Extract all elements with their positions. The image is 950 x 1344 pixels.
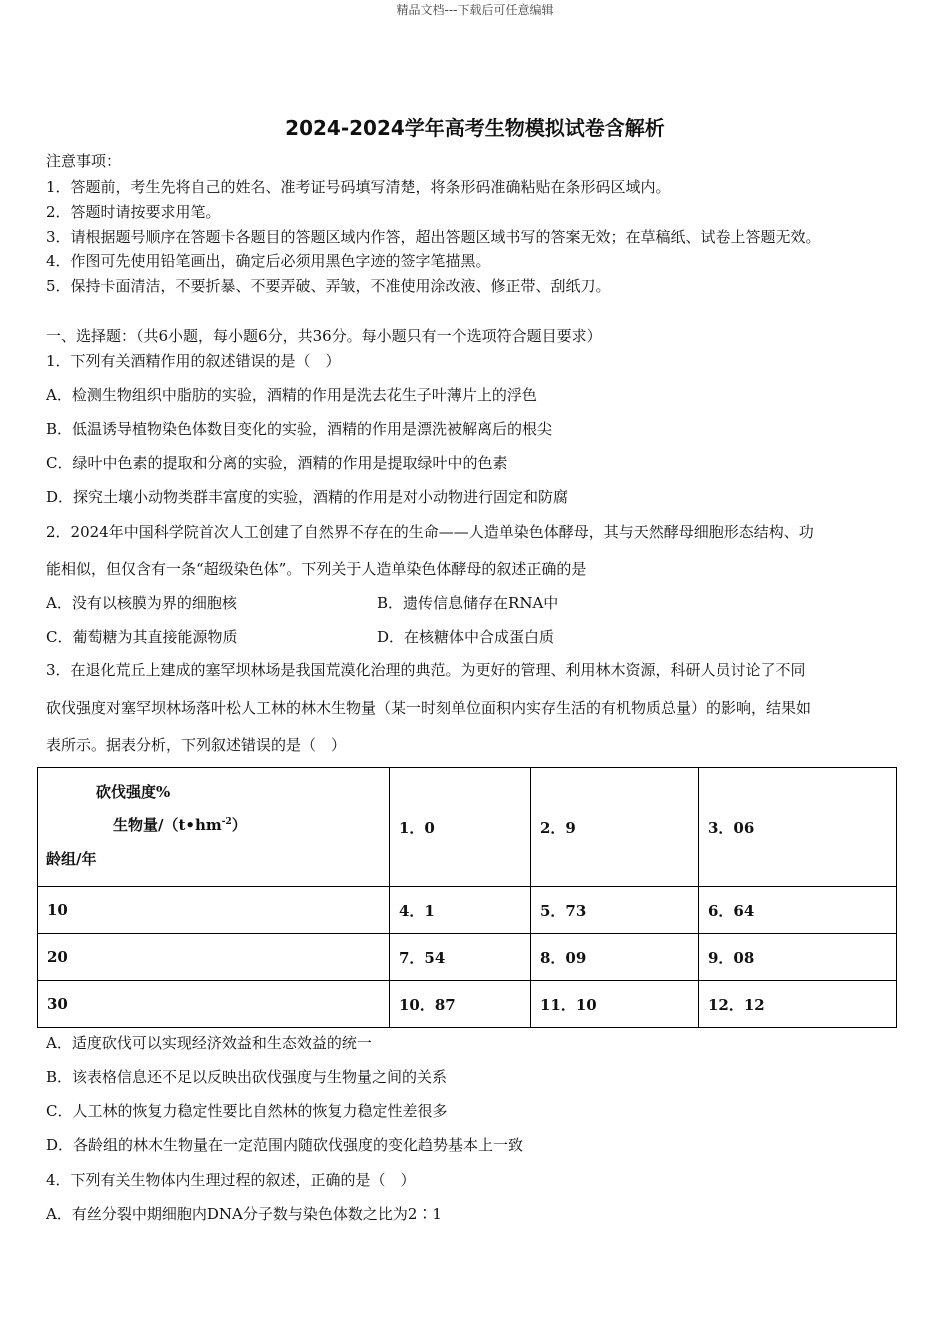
q1-option-d: D．探究土壤小动物类群丰富度的实验，酒精的作用是对小动物进行固定和防腐 xyxy=(46,488,569,506)
q2-stem-line1: 2．2024年中国科学院首次人工创建了自然界不存在的生命——人造单染色体酵母，其与天然酵母细胞形态结构、功 xyxy=(46,523,814,541)
section-heading: 一、选择题：（共6小题，每小题6分，共36分。每小题只有一个选项符合题目要求） xyxy=(46,327,602,345)
q2-option-b: B．遗传信息储存在RNA中 xyxy=(377,594,559,612)
table-cell: 12．12 xyxy=(699,981,897,1028)
q1-option-b: B．低温诱导植物染色体数目变化的实验，酒精的作用是漂洗被解离后的根尖 xyxy=(46,420,553,438)
notice-item: 5．保持卡面清洁，不要折暴、不要弄破、弄皱，不准使用涂改液、修正带、刮纸刀。 xyxy=(46,277,611,295)
q1-option-c: C．绿叶中色素的提取和分离的实验，酒精的作用是提取绿叶中的色素 xyxy=(46,454,508,472)
table-cell: 6．64 xyxy=(699,887,897,934)
table-row xyxy=(38,981,897,1028)
table-cell: 7．54 xyxy=(390,934,531,981)
table-row xyxy=(38,934,897,981)
q2-option-d: D．在核糖体中合成蛋白质 xyxy=(377,628,555,646)
q3-option-c: C．人工林的恢复力稳定性要比自然林的恢复力稳定性差很多 xyxy=(46,1102,448,1120)
q3-option-a: A．适度砍伐可以实现经济效益和生态效益的统一 xyxy=(46,1034,372,1052)
table-header-row xyxy=(38,768,897,887)
table-cell: 11．10 xyxy=(531,981,699,1028)
table-col-header: 1．0 xyxy=(390,768,531,887)
q4-stem: 4．下列有关生物体内生理过程的叙述，正确的是（ ） xyxy=(46,1171,416,1189)
notice-item: 2．答题时请按要求用笔。 xyxy=(46,203,221,221)
table-row xyxy=(38,887,897,934)
table-cell: 4．1 xyxy=(390,887,531,934)
table-diagonal-header xyxy=(38,768,390,887)
q2-option-c: C．葡萄糖为其直接能源物质 xyxy=(46,628,238,646)
table-col-header: 2．9 xyxy=(531,768,699,887)
table-col-header: 3．06 xyxy=(699,768,897,887)
notice-heading: 注意事项： xyxy=(46,152,122,170)
table-row-age: 30 xyxy=(38,981,390,1028)
table-cell: 8．09 xyxy=(531,934,699,981)
q1-option-a: A．检测生物组织中脂肪的实验，酒精的作用是洗去花生子叶薄片上的浮色 xyxy=(46,386,537,404)
q4-option-a: A．有丝分裂中期细胞内DNA分子数与染色体数之比为2∶1 xyxy=(46,1205,442,1223)
header-cut-label: 砍伐强度% xyxy=(96,783,171,801)
table-row-age: 20 xyxy=(38,934,390,981)
header-biomass-label: 生物量$/(t•hm^{-2})$ xyxy=(113,816,247,834)
q2-stem-line2: 能相似，但仅含有一条“超级染色体”。下列关于人造单染色体酵母的叙述正确的是 xyxy=(46,560,587,578)
table-cell: 10．87 xyxy=(390,981,531,1028)
notice-item: 3．请根据题号顺序在答题卡各题目的答题区域内作答，超出答题区域书写的答案无效；在草稿纸、试卷上答题无效。 xyxy=(46,228,821,246)
q1-stem: 1．下列有关酒精作用的叙述错误的是（ ） xyxy=(46,352,341,370)
page-title: 2024-2024学年高考生物模拟试卷含解析 xyxy=(285,116,665,140)
table-cell: 5．73 xyxy=(531,887,699,934)
notice-item: 1．答题前，考生先将自己的姓名、准考证号码填写清楚，将条形码准确粘贴在条形码区域内。 xyxy=(46,178,671,196)
notice-item: 4．作图可先使用铅笔画出，确定后必须用黑色字迹的签字笔描黑。 xyxy=(46,252,491,270)
table-cell: 9．08 xyxy=(699,934,897,981)
q3-option-b: B．该表格信息还不足以反映出砍伐强度与生物量之间的关系 xyxy=(46,1068,448,1086)
q3-option-d: D．各龄组的林木生物量在一定范围内随砍伐强度的变化趋势基本上一致 xyxy=(46,1136,524,1154)
table-row-age: 10 xyxy=(38,887,390,934)
q3-stem-line3: 表所示。据表分析，下列叙述错误的是（ ） xyxy=(46,736,347,754)
q3-stem-line2: 砍伐强度对塞罕坝林场落叶松人工林的林木生物量（某一时刻单位面积内实存生活的有机物质总量）的影响，结果如 xyxy=(46,699,812,717)
q3-data-table xyxy=(37,767,897,1028)
header-age-label: 龄组/年 xyxy=(46,850,97,868)
q2-option-a: A．没有以核膜为界的细胞核 xyxy=(46,594,237,612)
header-note: 精品文档---下载后可任意编辑 xyxy=(396,3,554,17)
q3-stem-line1: 3．在退化荒丘上建成的塞罕坝林场是我国荒漠化治理的典范。为更好的管理、利用林木资源，科研人员讨论了不同 xyxy=(46,661,806,679)
